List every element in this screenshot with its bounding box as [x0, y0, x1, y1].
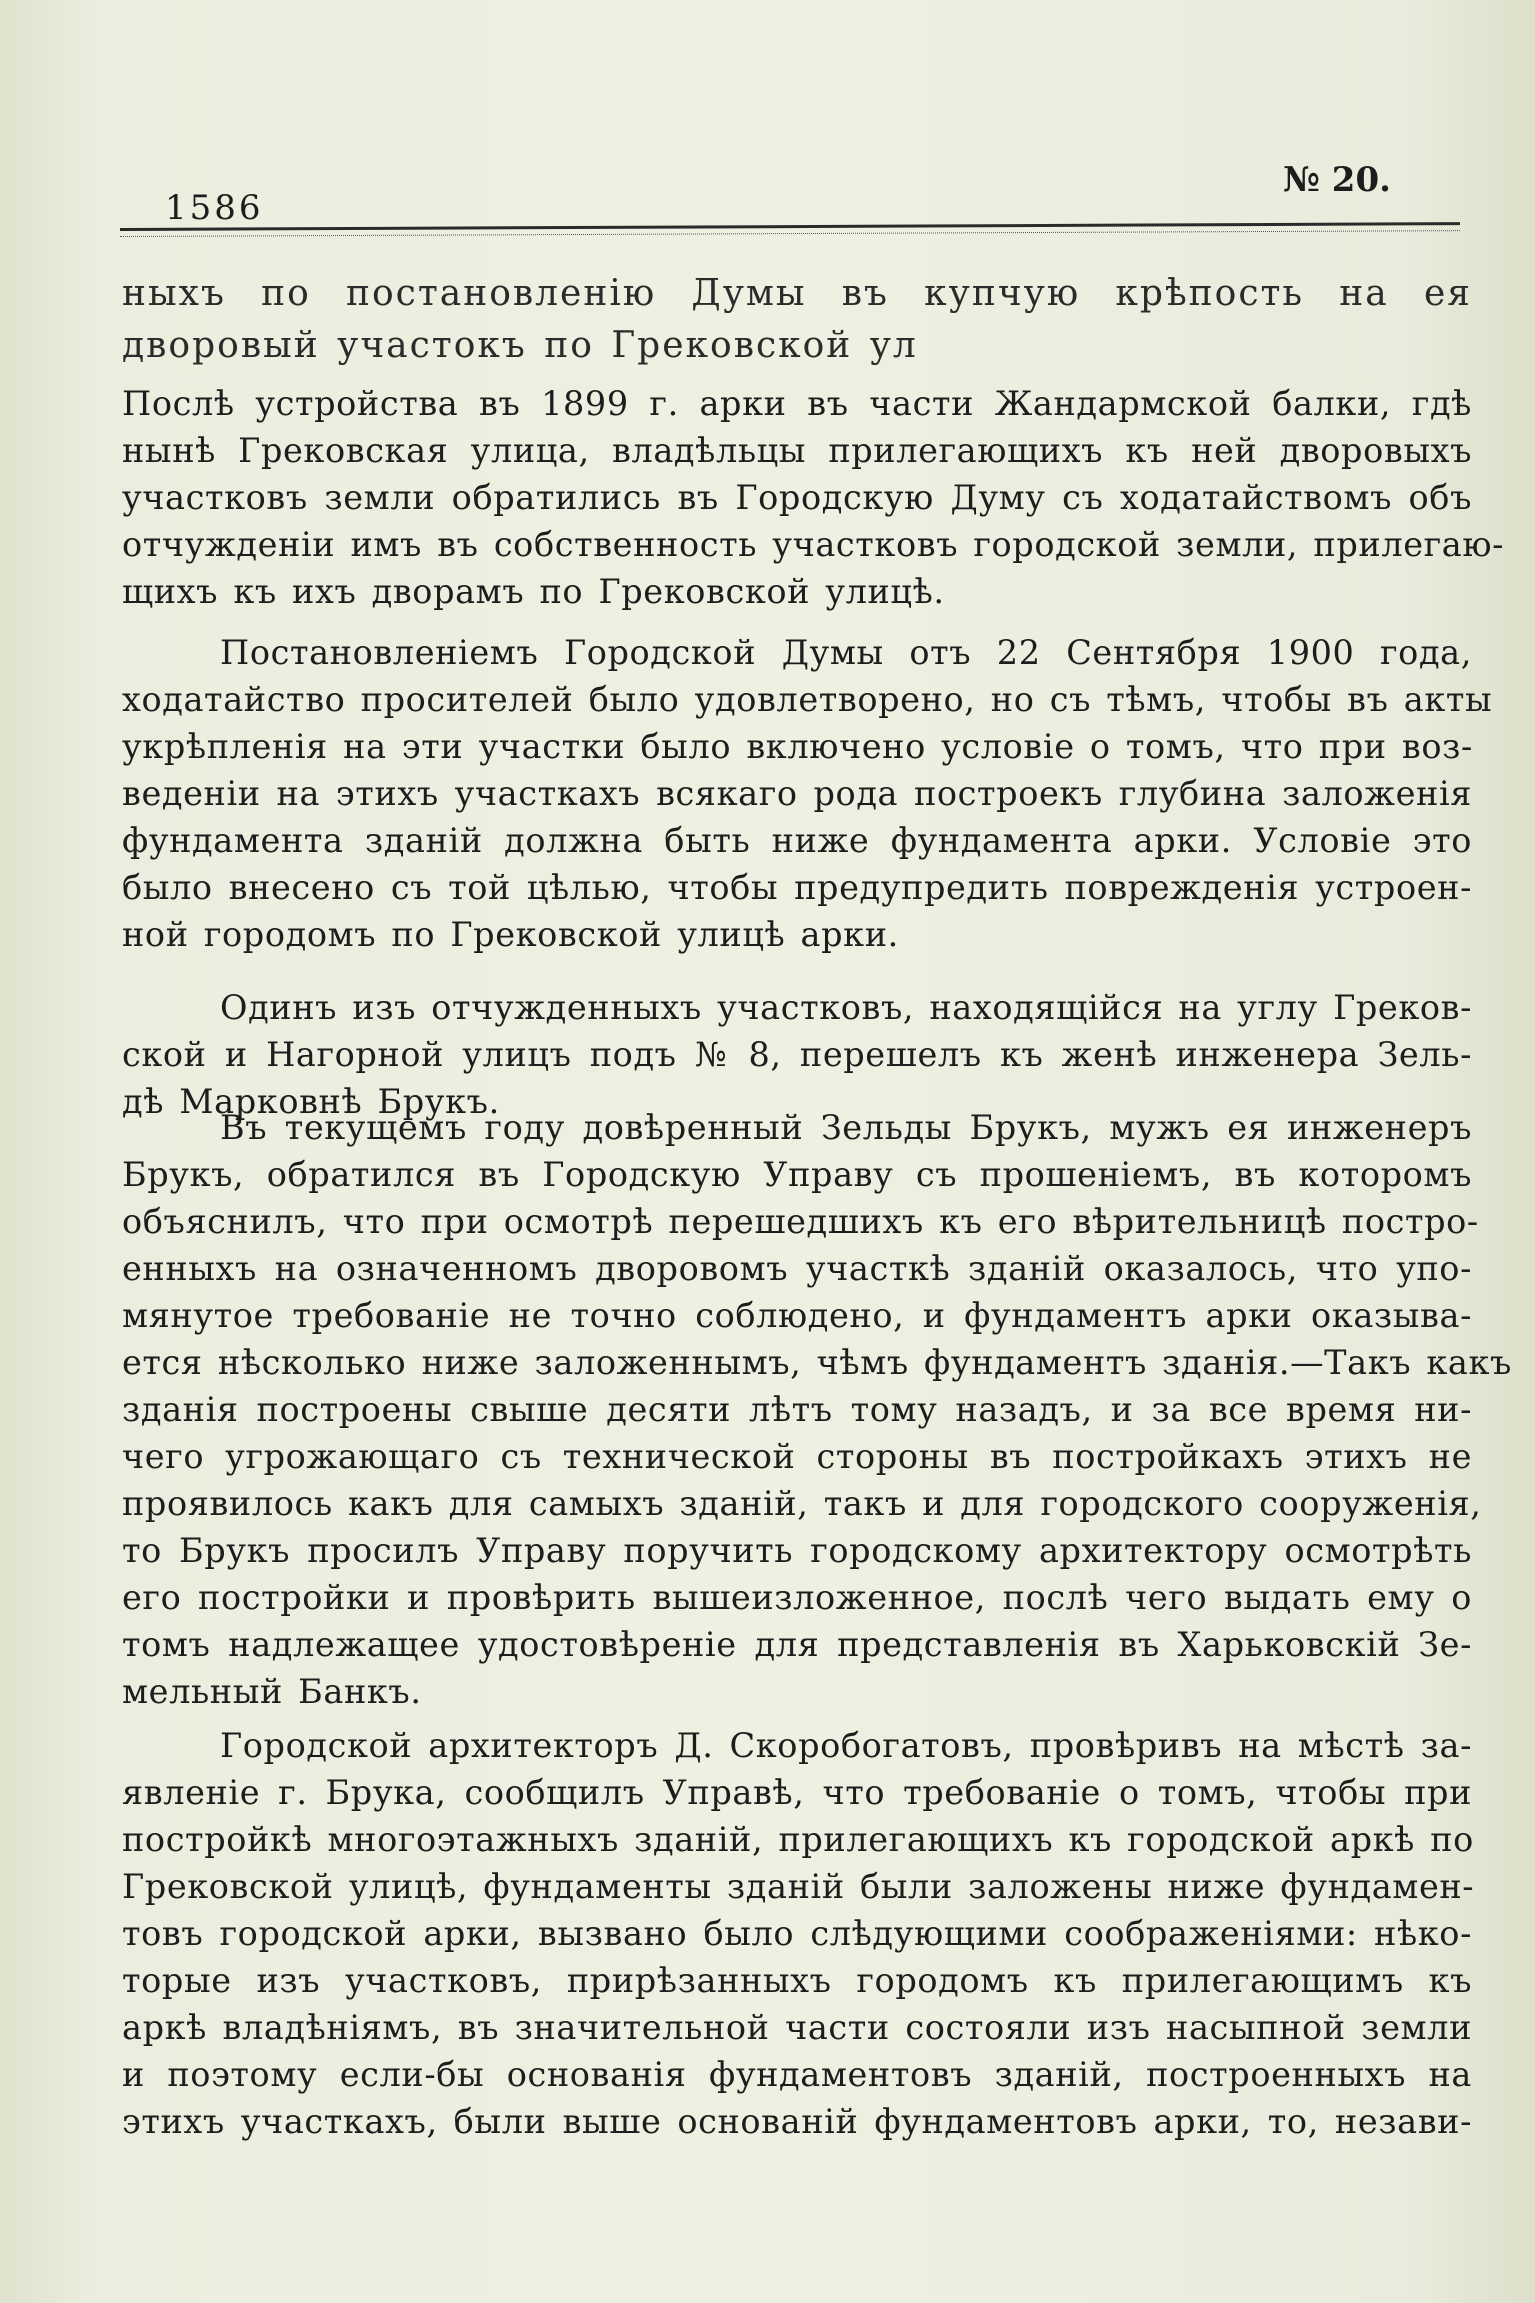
text-line: томъ надлежащее удостовѣреніе для представленія въ Харьковскій Зе- — [122, 1625, 1472, 1664]
text-line: укрѣпленія на эти участки было включено условіе о томъ, что при воз- — [122, 727, 1473, 766]
text-line: чего угрожающаго съ технической стороны въ постройкахъ этихъ не — [122, 1437, 1472, 1476]
text-line: отчужденіи имъ въ собственность участковъ городской земли, прилегаю- — [122, 525, 1505, 564]
text-line: мельный Банкъ. — [122, 1672, 422, 1711]
text-line: то Брукъ просилъ Управу поручить городскому архитектору осмотрѣть — [122, 1531, 1472, 1570]
paragraph-2 — [122, 629, 1493, 958]
text-line: зданія построены свыше десяти лѣтъ тому назадъ, и за все время ни- — [122, 1390, 1472, 1429]
paragraph-1 — [122, 380, 1505, 615]
text-line: Одинъ изъ отчужденныхъ участковъ, находящійся на углу Греков- — [220, 988, 1473, 1027]
header-rule — [120, 222, 1460, 231]
top-fragment — [122, 268, 1472, 372]
text-line: дѣ Марковнѣ Брукъ. — [122, 1082, 500, 1121]
text-line: ной городомъ по Грековской улицѣ арки. — [122, 915, 899, 954]
text-line: объяснилъ, что при осмотрѣ перешедшихъ къ его вѣрительницѣ постро- — [122, 1202, 1479, 1241]
text-line: фундамента зданій должна быть ниже фундамента арки. Условіе это — [122, 821, 1472, 860]
text-line: проявилось какъ для самыхъ зданій, такъ и для городского сооруженія, — [122, 1484, 1482, 1523]
text-line: аркѣ владѣніямъ, въ значительной части состояли изъ насыпной земли — [122, 2008, 1472, 2047]
text-line: торые изъ участковъ, прирѣзанныхъ городомъ къ прилегающимъ къ — [122, 1961, 1472, 2000]
text-line: нынѣ Грековская улица, владѣльцы прилегающихъ къ ней дворовыхъ — [122, 431, 1472, 470]
paragraph-4 — [122, 1104, 1512, 1715]
text-line: явленіе г. Брука, сообщилъ Управѣ, что требованіе о томъ, чтобы при — [122, 1773, 1472, 1812]
text-line: ныхъ по постановленію Думы въ купчую крѣпость на ея — [122, 273, 1472, 314]
text-line: мянутое требованіе не точно соблюдено, и фундаментъ арки оказыва- — [122, 1296, 1472, 1335]
text-line: енныхъ на означенномъ дворовомъ участкѣ зданій оказалось, что упо- — [122, 1249, 1472, 1288]
text-line: Грековской улицѣ, фундаменты зданій были заложены ниже фундамен- — [122, 1867, 1475, 1906]
text-line: товъ городской арки, вызвано было слѣдующими соображеніями: нѣко- — [122, 1914, 1472, 1953]
paragraph-5 — [122, 1722, 1475, 2145]
page-number: 1586 — [165, 188, 264, 228]
text-line: Городской архитекторъ Д. Скоробогатовъ, провѣривъ на мѣстѣ за- — [220, 1726, 1472, 1765]
text-line: Брукъ, обратился въ Городскую Управу съ прошеніемъ, въ которомъ — [122, 1155, 1472, 1194]
text-line: этихъ участкахъ, были выше основаній фундаментовъ арки, то, незави- — [122, 2102, 1472, 2141]
text-line: ской и Нагорной улицъ подъ № 8, перешелъ къ женѣ инженера Зель- — [122, 1035, 1472, 1074]
text-line: и поэтому если-бы основанія фундаментовъ зданій, построенныхъ на — [122, 2055, 1472, 2094]
text-line: дворовый участокъ по Грековской ул — [122, 325, 918, 366]
text-line: участковъ земли обратились въ Городскую Думу съ ходатайствомъ объ — [122, 478, 1472, 517]
text-line: ходатайство просителей было удовлетворено, но съ тѣмъ, чтобы въ акты — [122, 680, 1493, 719]
text-line: было внесено съ той цѣлью, чтобы предупредить поврежденія устроен- — [122, 868, 1472, 907]
text-line: Постановленіемъ Городской Думы отъ 22 Сентября 1900 года, — [220, 633, 1472, 672]
text-line: Послѣ устройства въ 1899 г. арки въ части Жандармской балки, гдѣ — [122, 384, 1472, 423]
text-line: Въ текущемъ году довѣренный Зельды Брукъ, мужъ ея инженеръ — [220, 1108, 1472, 1147]
text-line: его постройки и провѣрить вышеизложенное, послѣ чего выдать ему о — [122, 1578, 1472, 1617]
text-line: щихъ къ ихъ дворамъ по Грековской улицѣ. — [122, 572, 945, 611]
header-rule-dotted — [120, 230, 1460, 237]
text-line: веденіи на этихъ участкахъ всякаго рода построекъ глубина заложенія — [122, 774, 1472, 813]
text-line: ется нѣсколько ниже заложеннымъ, чѣмъ фундаментъ зданія.—Такъ какъ — [122, 1343, 1512, 1382]
text-line: постройкѣ многоэтажныхъ зданій, прилегающихъ къ городской аркѣ по — [122, 1820, 1474, 1859]
issue-number: № 20. — [1283, 160, 1391, 200]
